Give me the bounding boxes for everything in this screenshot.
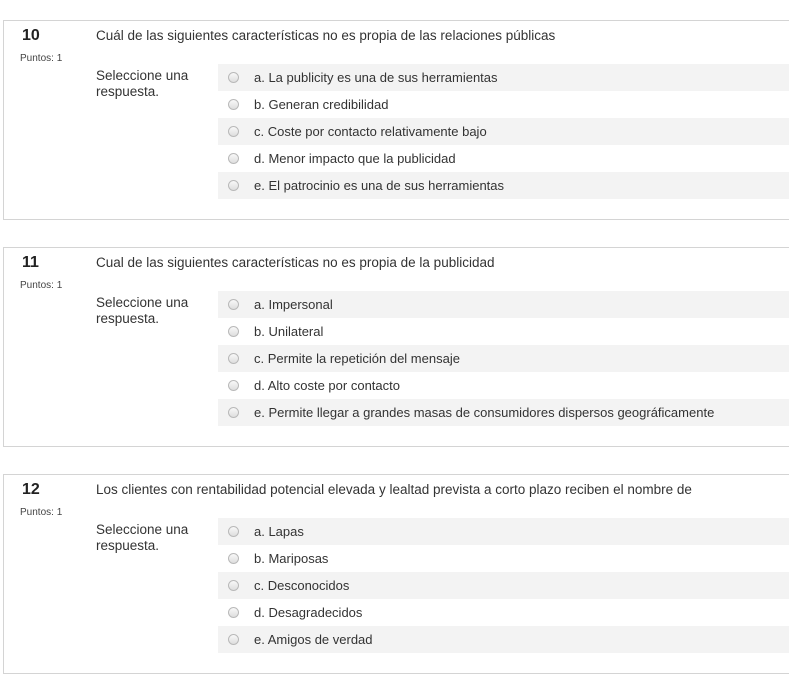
answer-label[interactable]: e. Permite llegar a grandes masas de consumidores dispersos geográficamente bbox=[254, 405, 715, 420]
answer-label[interactable]: d. Alto coste por contacto bbox=[254, 378, 400, 393]
question-12 bbox=[3, 474, 789, 674]
question-text: Cuál de las siguientes características no es propia de las relaciones públicas bbox=[96, 28, 556, 43]
radio-button[interactable] bbox=[228, 553, 239, 564]
answer-option-b[interactable] bbox=[218, 545, 789, 572]
answer-option-d[interactable] bbox=[218, 145, 789, 172]
radio-button[interactable] bbox=[228, 580, 239, 591]
answer-label[interactable]: a. Lapas bbox=[254, 524, 304, 539]
answer-option-c[interactable] bbox=[218, 345, 789, 372]
answer-option-e[interactable] bbox=[218, 399, 789, 426]
answer-option-c[interactable] bbox=[218, 572, 789, 599]
radio-button[interactable] bbox=[228, 153, 239, 164]
question-points: Puntos: 1 bbox=[20, 280, 63, 291]
answer-option-e[interactable] bbox=[218, 172, 789, 199]
radio-button[interactable] bbox=[228, 180, 239, 191]
answer-label[interactable]: d. Desagradecidos bbox=[254, 605, 363, 620]
question-number: 10 bbox=[22, 27, 40, 44]
answer-list bbox=[218, 291, 789, 426]
question-number: 12 bbox=[22, 481, 40, 498]
answer-list bbox=[218, 518, 789, 653]
answer-prompt: Seleccione una respuesta. bbox=[96, 68, 189, 99]
radio-button[interactable] bbox=[228, 326, 239, 337]
answer-prompt: Seleccione una respuesta. bbox=[96, 522, 189, 553]
radio-button[interactable] bbox=[228, 634, 239, 645]
answer-option-b[interactable] bbox=[218, 318, 789, 345]
question-10 bbox=[3, 20, 789, 220]
answer-label[interactable]: b. Generan credibilidad bbox=[254, 97, 389, 112]
answer-list bbox=[218, 64, 789, 199]
answer-option-a[interactable] bbox=[218, 291, 789, 318]
radio-button[interactable] bbox=[228, 99, 239, 110]
answer-label[interactable]: e. El patrocinio es una de sus herramientas bbox=[254, 178, 505, 193]
question-points: Puntos: 1 bbox=[20, 53, 63, 64]
question-text: Los clientes con rentabilidad potencial elevada y lealtad prevista a corto plazo reciben el nombre de bbox=[96, 482, 692, 497]
question-number: 11 bbox=[22, 254, 39, 271]
radio-button[interactable] bbox=[228, 607, 239, 618]
radio-button[interactable] bbox=[228, 353, 239, 364]
answer-option-a[interactable] bbox=[218, 518, 789, 545]
radio-button[interactable] bbox=[228, 407, 239, 418]
answer-label[interactable]: c. Permite la repetición del mensaje bbox=[254, 351, 460, 366]
radio-button[interactable] bbox=[228, 380, 239, 391]
answer-label[interactable]: b. Unilateral bbox=[254, 324, 324, 339]
answer-option-d[interactable] bbox=[218, 372, 789, 399]
answer-option-b[interactable] bbox=[218, 91, 789, 118]
answer-option-e[interactable] bbox=[218, 626, 789, 653]
answer-label[interactable]: e. Amigos de verdad bbox=[254, 632, 373, 647]
radio-button[interactable] bbox=[228, 526, 239, 537]
answer-label[interactable]: d. Menor impacto que la publicidad bbox=[254, 151, 456, 166]
answer-label[interactable]: a. La publicity es una de sus herramientas bbox=[254, 70, 498, 85]
question-11 bbox=[3, 247, 789, 447]
answer-option-a[interactable] bbox=[218, 64, 789, 91]
radio-button[interactable] bbox=[228, 126, 239, 137]
question-text: Cual de las siguientes características no es propia de la publicidad bbox=[96, 255, 495, 270]
answer-label[interactable]: c. Coste por contacto relativamente bajo bbox=[254, 124, 487, 139]
radio-button[interactable] bbox=[228, 72, 239, 83]
answer-label[interactable]: c. Desconocidos bbox=[254, 578, 350, 593]
radio-button[interactable] bbox=[228, 299, 239, 310]
answer-label[interactable]: b. Mariposas bbox=[254, 551, 329, 566]
answer-option-d[interactable] bbox=[218, 599, 789, 626]
answer-prompt: Seleccione una respuesta. bbox=[96, 295, 189, 326]
answer-label[interactable]: a. Impersonal bbox=[254, 297, 333, 312]
question-points: Puntos: 1 bbox=[20, 507, 63, 518]
answer-option-c[interactable] bbox=[218, 118, 789, 145]
